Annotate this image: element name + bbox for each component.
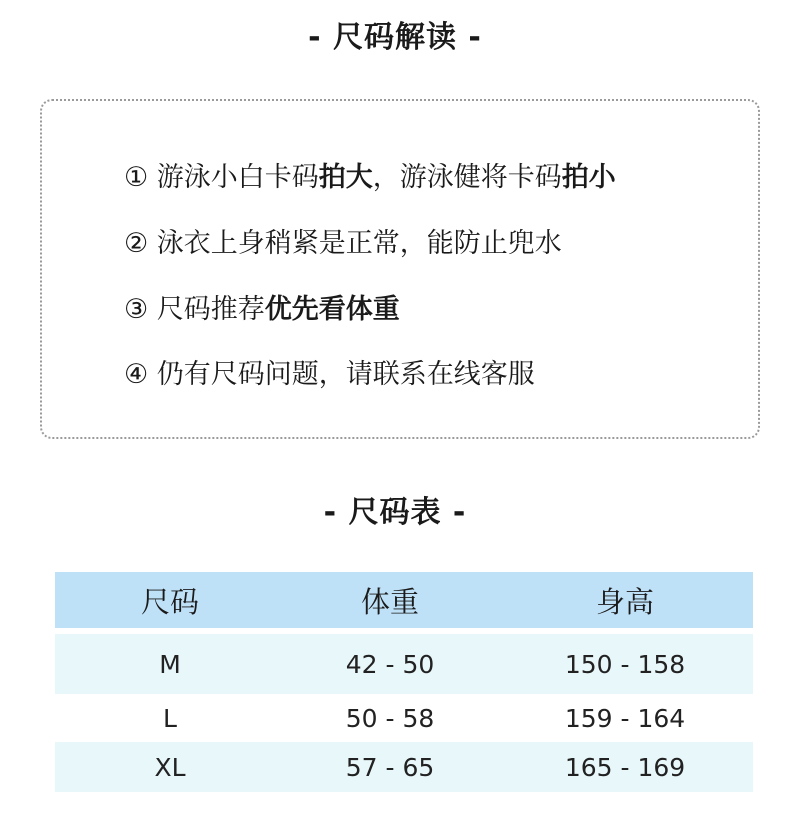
size-interpretation-title: - 尺码解读 -: [308, 20, 482, 55]
header-weight: 体重: [360, 584, 419, 619]
note-emphasis: 拍小: [561, 162, 616, 193]
header-size: 尺码: [140, 584, 199, 619]
header-height: 身高: [595, 584, 654, 619]
note-text: ② 泳衣上身稍紧是正常，能防止兜水: [124, 228, 562, 259]
note-emphasis: 拍大: [318, 162, 373, 193]
weight-cell: 50 - 58: [345, 703, 435, 733]
table-row: [55, 634, 753, 694]
size-note-3: [124, 287, 400, 326]
size-cell: M: [159, 649, 181, 679]
table-row: [55, 742, 753, 792]
size-note-2: [124, 221, 562, 260]
size-table-title: - 尺码表 -: [323, 495, 467, 530]
table-row: [55, 694, 753, 742]
size-cell: XL: [154, 752, 186, 782]
table-header-row: [55, 572, 753, 628]
weight-cell: 57 - 65: [345, 752, 435, 782]
note-emphasis: 优先看体重: [264, 294, 400, 325]
note-text: ④ 仍有尺码问题，请联系在线客服: [124, 359, 535, 390]
weight-cell: 42 - 50: [345, 649, 435, 679]
size-note-4: [124, 352, 535, 391]
height-cell: 165 - 169: [564, 752, 686, 782]
height-cell: 150 - 158: [564, 649, 686, 679]
note-text: ③ 尺码推荐: [124, 294, 265, 325]
note-text: ① 游泳小白卡码: [124, 162, 319, 193]
note-text: ，游泳健将卡码: [372, 162, 562, 193]
size-table: [55, 572, 753, 792]
size-cell: L: [163, 703, 177, 733]
height-cell: 159 - 164: [564, 703, 686, 733]
size-note-1: [124, 155, 616, 194]
